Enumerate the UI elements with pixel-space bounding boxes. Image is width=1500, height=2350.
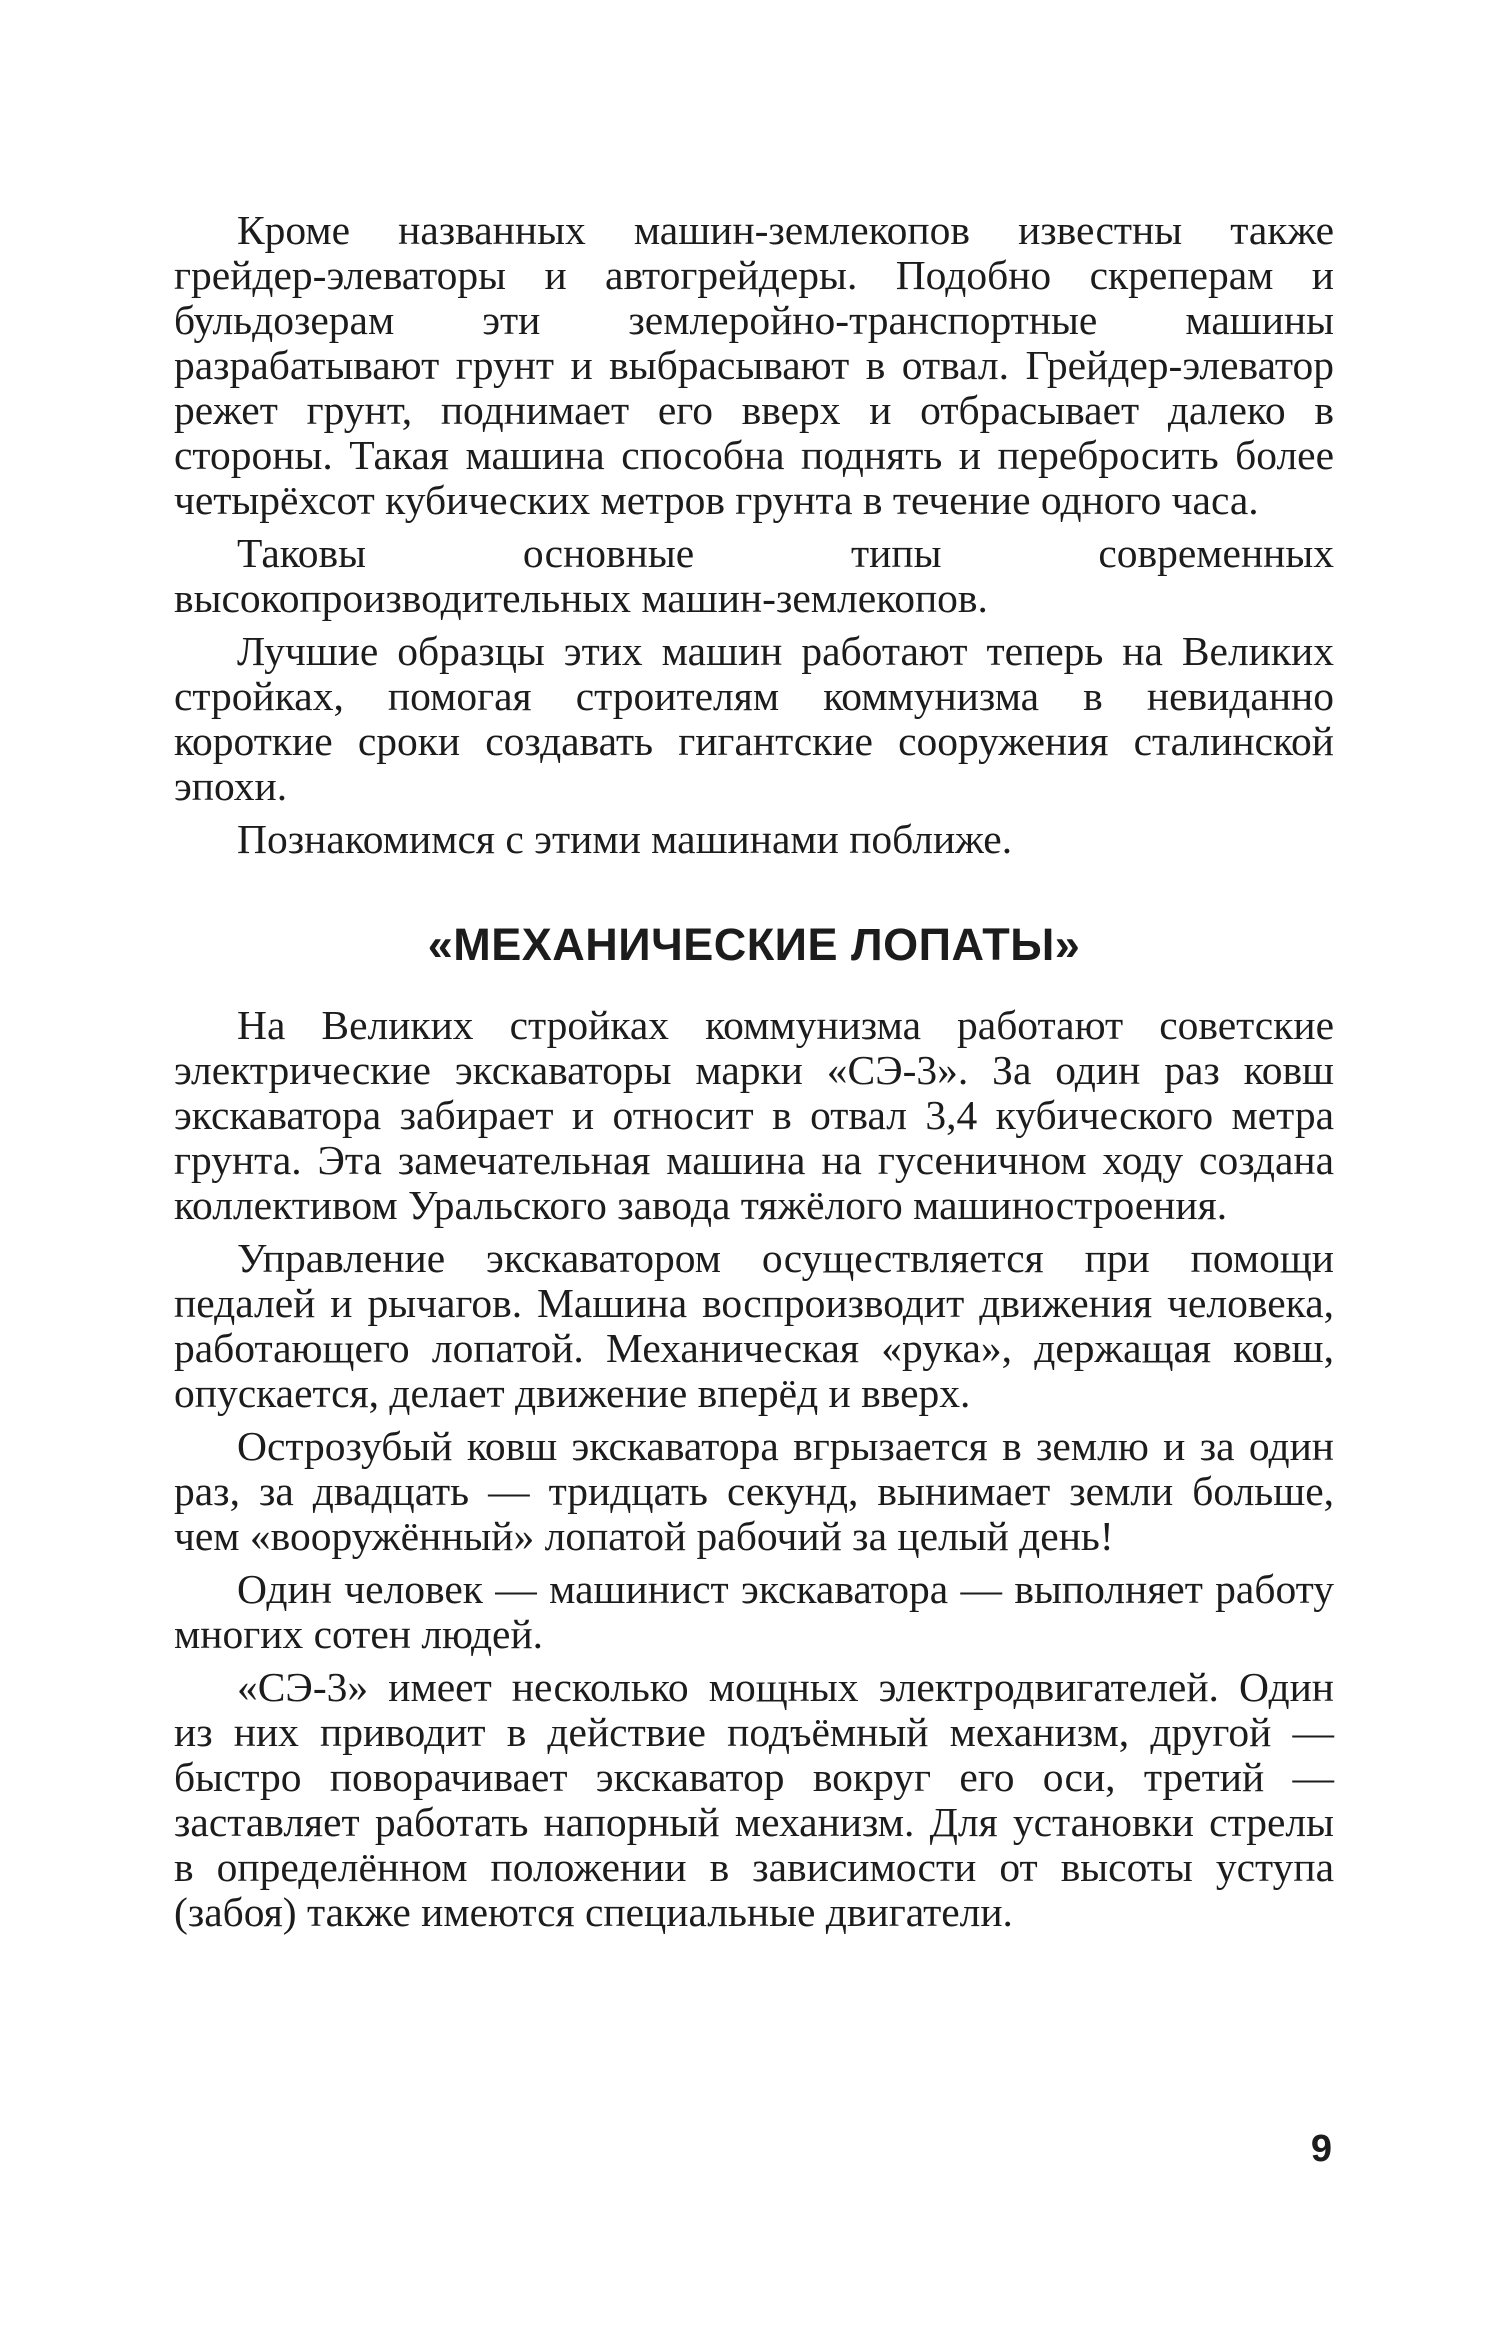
paragraph-great-constructions: Лучшие образцы этих машин работают теперь на Великих стройках, помогая строителям коммунизма в невиданно короткие сроки создавать гигантские сооружения сталинской эпохи. (174, 628, 1334, 809)
page-text (174, 208, 1334, 1943)
paragraph-main-types: Таковы основные типы современных высокопроизводительных машин-землекопов. (174, 530, 1334, 621)
paragraph-operator: Один человек — машинист экскаватора — выполняет работу многих сотен людей. (174, 1566, 1334, 1657)
paragraph-bucket: Острозубый ковш экскаватора вгрызается в землю и за один раз, за двадцать — тридцать секунд, вынимает земли больше, чем «вооружённый» лопатой рабочий за целый день! (174, 1423, 1334, 1559)
paragraph-se3-intro: На Великих стройках коммунизма работают советские электрические экскаваторы марки «СЭ-3». За один раз ковш экскаватора забирает и относит в отвал 3,4 кубического метра грунта. Эта замечательная машина на гусеничном ходу создана коллективом Уральского завода тяжёлого машиностроения. (174, 1002, 1334, 1228)
paragraph-graders: Кроме названных машин-землекопов известны также грейдер-элеваторы и автогрейдеры. Подобно скреперам и бульдозерам эти землеройно-транспортные машины разрабатывают грунт и выбрасывают в отвал. Грейдер-элеватор режет грунт, поднимает его вверх и отбрасывает далеко в стороны. Такая машина способна поднять и перебросить более четырёхсот кубических метров грунта в течение одного часа. (174, 207, 1334, 523)
section-heading: «МЕХАНИЧЕСКИЕ ЛОПАТЫ» (427, 919, 1081, 970)
paragraph-closer-look: Познакомимся с этими машинами поближе. (237, 816, 1013, 862)
paragraph-motors: «СЭ-3» имеет несколько мощных электродвигателей. Один из них приводит в действие подъёмный механизм, другой — быстро поворачивает экскаватор вокруг его оси, третий — заставляет работать напорный механизм. Для установки стрелы в определённом положении в зависимости от высоты уступа (забоя) также имеются специальные двигатели. (174, 1664, 1334, 1935)
paragraph-control: Управление экскаватором осуществляется при помощи педалей и рычагов. Машина воспроизводит движения человека, работающего лопатой. Механическая «рука», держащая ковш, опускается, делает движение вперёд и вверх. (174, 1235, 1334, 1416)
page-number: 9 (1310, 2128, 1332, 2170)
